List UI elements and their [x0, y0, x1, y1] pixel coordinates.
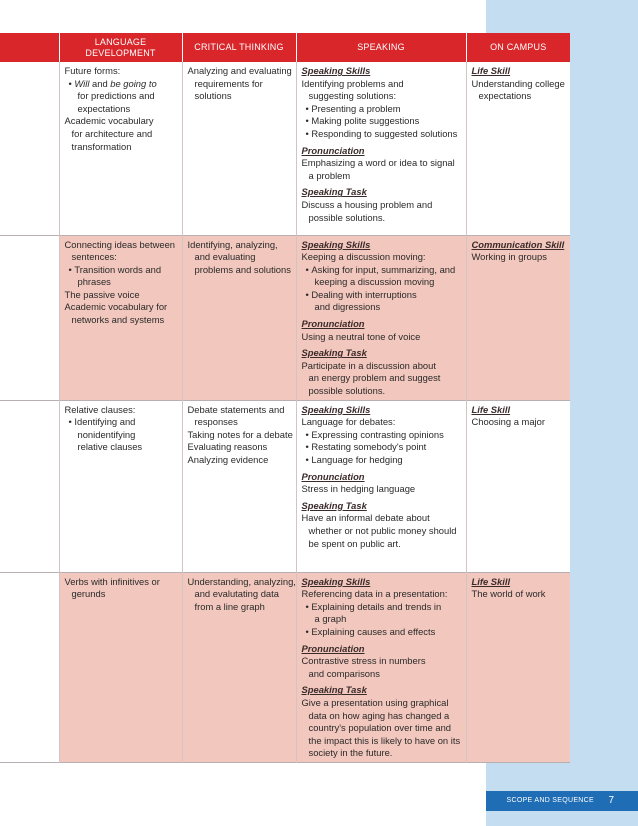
table-header-row: [0, 33, 570, 62]
header-on-campus: ON CAMPUS: [466, 33, 570, 62]
language-cell: Connecting ideas between sentences: • Transition words and phrases The passive voice Academic vocabulary for networks and systems: [59, 235, 182, 400]
life-skill-heading: Life Skill: [471, 575, 511, 587]
speaking-task-heading: Speaking Task: [301, 186, 367, 198]
speaking-skills-heading: Speaking Skills: [301, 65, 371, 76]
critical-thinking-cell: Analyzing and evaluating requirements for solutions: [182, 62, 296, 235]
speaking-skills-heading: Speaking Skills: [301, 575, 371, 587]
language-cell: Relative clauses: • Identifying and nonidentifying relative clauses: [59, 400, 182, 572]
life-skill-heading: Life Skill: [471, 403, 511, 415]
unit-cell: [0, 235, 59, 400]
table-row: [0, 400, 570, 572]
speaking-cell: Speaking Skills Identifying problems and suggesting solutions: • Presenting a problem • Making polite suggestions • Responding to suggested solutions Pronunciation Emphasizing a word or idea to signal a problem Speaking Task Discuss a housing problem and possible solutions.: [296, 62, 466, 235]
critical-thinking-cell: Debate statements and responses Taking notes for a debate Evaluating reasons Analyzing evidence: [182, 400, 296, 572]
pronunciation-heading: Pronunciation: [301, 144, 365, 156]
on-campus-cell: Communication Skill Working in groups: [466, 235, 570, 400]
unit-cell: [0, 400, 59, 572]
table-row: [0, 62, 570, 235]
on-campus-cell: Life Skill The world of work: [466, 572, 570, 762]
table-row: [0, 572, 570, 762]
language-cell: Future forms: • Will and be going to for predictions and expectations Academic vocabulary for architecture and transformation: [59, 62, 182, 235]
speaking-cell: Speaking Skills Keeping a discussion moving: • Asking for input, summarizing, and keeping a discussion moving • Dealing with interruptions and digressions Pronunciation Using a neutral tone of voice Speaking Task Participate in a discussion about an energy problem and suggest possible solutions.: [296, 235, 466, 400]
speaking-skills-heading: Speaking Skills: [301, 238, 371, 250]
speaking-task-heading: Speaking Task: [301, 684, 367, 696]
unit-cell: [0, 62, 59, 235]
header-critical-thinking: CRITICAL THINKING: [182, 33, 296, 62]
pronunciation-heading: Pronunciation: [301, 318, 365, 330]
pronunciation-heading: Pronunciation: [301, 642, 365, 654]
language-cell: Verbs with infinitives or gerunds: [59, 572, 182, 762]
table-row: [0, 235, 570, 400]
speaking-skills-heading: Speaking Skills: [301, 403, 371, 415]
header-blank: [0, 33, 59, 62]
life-skill-heading: Life Skill: [471, 65, 511, 76]
footer-label: SCOPE AND SEQUENCE: [506, 797, 594, 804]
footer-bar: [486, 791, 638, 811]
critical-thinking-cell: Understanding, analyzing, and evalutating data from a line graph: [182, 572, 296, 762]
speaking-task-heading: Speaking Task: [301, 347, 367, 359]
header-speaking: SPEAKING: [296, 33, 466, 62]
speaking-cell: Speaking Skills Referencing data in a presentation: • Explaining details and trends in a graph • Explaining causes and effects Pronunciation Contrastive stress in numbers and comparisons Speaking Task Give a presentation using graphical data on how aging has changed a country's population over time and the impact this is likely to have on its society in the future.: [296, 572, 466, 762]
on-campus-cell: Life Skill Understanding college expectations: [466, 62, 570, 235]
on-campus-cell: Life Skill Choosing a major: [466, 400, 570, 572]
header-language-development: LANGUAGE DEVELOPMENT: [59, 33, 182, 62]
pronunciation-heading: Pronunciation: [301, 470, 365, 482]
unit-cell: [0, 572, 59, 762]
critical-thinking-cell: Identifying, analyzing, and evaluating problems and solutions: [182, 235, 296, 400]
speaking-task-heading: Speaking Task: [301, 499, 367, 511]
page-number: 7: [608, 795, 614, 806]
communication-skill-heading: Communication Skill: [471, 238, 565, 250]
speaking-cell: Speaking Skills Language for debates: • Expressing contrasting opinions • Restating somebody's point • Language for hedging Pronunciation Stress in hedging language Speaking Task Have an informal debate about whether or not public money should be spent on public art.: [296, 400, 466, 572]
scope-sequence-table: [0, 33, 570, 763]
